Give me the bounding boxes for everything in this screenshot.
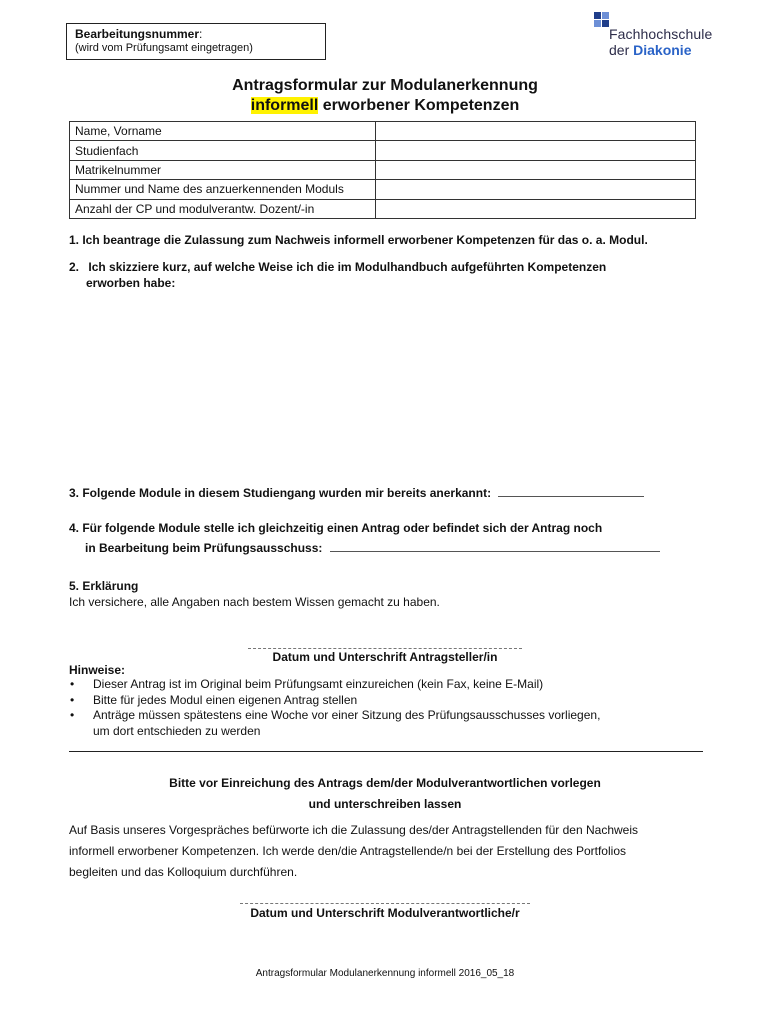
supervisor-signature-line[interactable] <box>240 903 530 904</box>
row-value-field[interactable] <box>376 141 696 160</box>
bearbeitungsnummer-label: Bearbeitungsnummer: <box>75 27 203 41</box>
section-3: 3. Folgende Module in diesem Studiengang wurden mir bereits anerkannt: <box>69 485 644 501</box>
recognized-modules-field[interactable] <box>498 485 644 497</box>
supervisor-text-line1: Auf Basis unseres Vorgespräches befürworte ich die Zulassung des/der Antragstellenden für den Nachweis <box>69 823 638 837</box>
section-2-cont: erworben habe: <box>86 276 176 290</box>
bearbeitungsnummer-note: (wird vom Prüfungsamt eingetragen) <box>75 42 253 54</box>
row-label: Matrikelnummer <box>70 160 376 179</box>
divider <box>69 751 703 752</box>
section-4: 4. Für folgende Module stelle ich gleichzeitig einen Antrag oder befindet sich der Antrag noch <box>69 521 603 535</box>
hints-title: Hinweise: <box>69 663 126 677</box>
row-label: Studienfach <box>70 141 376 160</box>
list-item: • Dieser Antrag ist im Original beim Prüfungsamt einzureichen (kein Fax, keine E-Mail) <box>70 677 544 691</box>
row-value-field[interactable] <box>376 199 696 218</box>
document-footer: Antragsformular Modulanerkennung informell 2016_05_18 <box>255 968 515 979</box>
applicant-signature-line[interactable] <box>248 648 522 649</box>
table-row <box>70 180 696 199</box>
supervisor-heading-line1: Bitte vor Einreichung des Antrags dem/der Modulverantwortlichen vorlegen <box>169 776 601 790</box>
form-title: Antragsformular zur Modulanerkennung <box>232 77 538 94</box>
list-item: • Anträge müssen spätestens eine Woche vor einer Sitzung des Prüfungsausschusses vorliegen, <box>70 708 601 722</box>
section-4-cont: in Bearbeitung beim Prüfungsausschuss: <box>85 540 660 556</box>
row-value-field[interactable] <box>376 180 696 199</box>
table-row <box>70 160 696 179</box>
section-5-text: Ich versichere, alle Angaben nach bestem Wissen gemacht zu haben. <box>69 595 440 609</box>
hints-list <box>69 677 600 739</box>
section-1: 1. Ich beantrage die Zulassung zum Nachweis informell erworbener Kompetenzen für das o. a. Modul. <box>69 233 648 247</box>
highlighted-word: informell <box>250 97 319 114</box>
logo-text-line1: Fachhochschule <box>609 26 713 42</box>
supervisor-heading-line2: und unterschreiben lassen <box>308 797 462 811</box>
row-label: Anzahl der CP und modulverantw. Dozent/-in <box>70 199 376 218</box>
form-subtitle: informell erworbener Kompetenzen <box>250 97 520 114</box>
fhd-logo <box>592 12 722 58</box>
list-item: um dort entschieden zu werden <box>93 723 261 738</box>
supervisor-text-line3: begleiten und das Kolloquium durchführen. <box>69 865 298 879</box>
bearbeitungsnummer-box <box>66 23 326 60</box>
section-2: 2. Ich skizziere kurz, auf welche Weise ich die im Modulhandbuch aufgeführten Kompetenzen <box>69 260 607 274</box>
supervisor-text-line2: informell erworbener Kompetenzen. Ich werde den/die Antragstellende/n bei der Erstellung des Portfolios <box>69 844 626 858</box>
row-value-field[interactable] <box>376 122 696 141</box>
pending-modules-field[interactable] <box>330 540 660 552</box>
logo-text-line2: der Diakonie <box>609 42 692 58</box>
section-5-title: 5. Erklärung <box>69 579 139 593</box>
applicant-signature-label: Datum und Unterschrift Antragsteller/in <box>272 650 498 664</box>
table-row <box>70 141 696 160</box>
row-value-field[interactable] <box>376 160 696 179</box>
list-item: • Bitte für jedes Modul einen eigenen Antrag stellen <box>70 692 358 707</box>
supervisor-signature-label: Datum und Unterschrift Modulverantwortliche/r <box>250 906 520 920</box>
table-row <box>70 199 696 218</box>
table-row <box>70 122 696 141</box>
personal-data-table <box>69 121 696 219</box>
row-label: Nummer und Name des anzuerkennenden Moduls <box>70 180 376 199</box>
competence-description-area[interactable] <box>69 294 696 474</box>
grid-logo-icon <box>594 12 610 28</box>
section-2-number: 2. <box>69 260 80 274</box>
row-label: Name, Vorname <box>70 122 376 141</box>
